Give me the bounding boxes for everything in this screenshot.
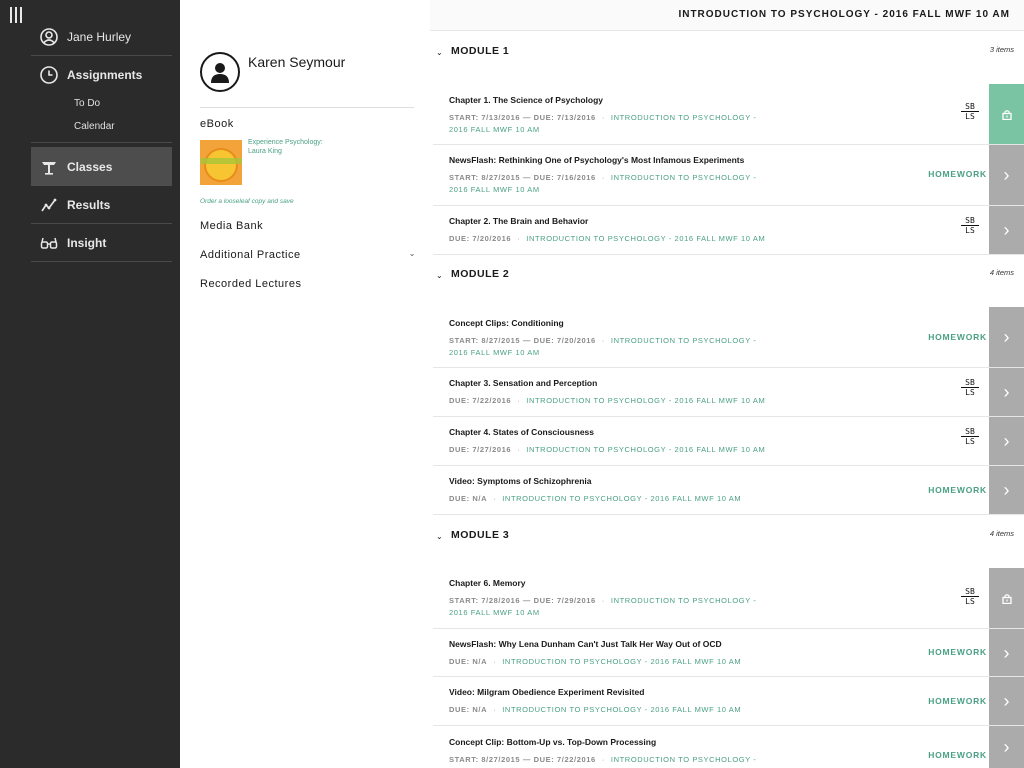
sidebar-subitem-calendar[interactable]: Calendar bbox=[74, 121, 115, 132]
assignment-row[interactable] bbox=[433, 307, 1024, 368]
chevron-right-icon: › bbox=[1003, 382, 1010, 402]
assignment-row[interactable] bbox=[433, 145, 1024, 206]
module-item-count: 4 items bbox=[989, 529, 1014, 538]
open-assignment-button[interactable] bbox=[989, 726, 1024, 768]
module-header[interactable] bbox=[436, 45, 1016, 65]
smartbook-icon: SB LS bbox=[960, 216, 980, 235]
assignment-title: NewsFlash: Rethinking One of Psychology's Most Infamous Experiments bbox=[449, 155, 745, 165]
assignment-course: INTRODUCTION TO PSYCHOLOGY - 2016 FALL MWF 10 AM bbox=[502, 705, 742, 714]
homework-badge: HOMEWORK bbox=[928, 485, 987, 495]
chevron-right-icon: › bbox=[1003, 691, 1010, 711]
assignment-meta: START: 8/27/2015 — DUE: 7/20/2016 · INTRODUCTION TO PSYCHOLOGY - 2016 FALL MWF 10 AM bbox=[449, 336, 757, 357]
main-sidebar bbox=[0, 0, 180, 768]
module-item-count: 3 items bbox=[989, 45, 1014, 54]
open-assignment-button[interactable] bbox=[989, 368, 1024, 416]
assignment-title: Concept Clip: Bottom-Up vs. Top-Down Processing bbox=[449, 737, 657, 747]
ebook-title: Experience Psychology: bbox=[248, 139, 323, 146]
smartbook-icon: SB LS bbox=[960, 587, 980, 606]
chevron-down-icon: ⌄ bbox=[436, 271, 443, 280]
assignment-title: Chapter 3. Sensation and Perception bbox=[449, 378, 598, 388]
assignment-course: INTRODUCTION TO PSYCHOLOGY - 2016 FALL MWF 10 AM bbox=[526, 234, 766, 243]
assignment-meta: DUE: N/A · INTRODUCTION TO PSYCHOLOGY - 2016 FALL MWF 10 AM bbox=[449, 705, 742, 714]
sidebar-item-label: Insight bbox=[67, 235, 107, 250]
trend-icon bbox=[39, 195, 59, 215]
lectern-icon bbox=[39, 157, 59, 177]
open-assignment-button[interactable] bbox=[989, 145, 1024, 205]
assignment-row[interactable] bbox=[433, 368, 1024, 417]
assignment-course-cont: 2016 FALL MWF 10 AM bbox=[449, 125, 540, 134]
module-title: MODULE 2 bbox=[451, 268, 510, 280]
lock-tile-button[interactable] bbox=[989, 84, 1024, 144]
user-icon bbox=[39, 27, 59, 47]
media-bank-link[interactable]: Media Bank bbox=[200, 220, 264, 232]
assignment-dates: START: 8/27/2015 — DUE: 7/16/2016 bbox=[449, 173, 596, 182]
sidebar-item-label: Assignments bbox=[67, 68, 143, 82]
menu-icon[interactable] bbox=[10, 7, 24, 23]
module-item-count: 4 items bbox=[989, 268, 1014, 277]
sidebar-item-assignments[interactable] bbox=[31, 56, 172, 94]
assignment-dates: DUE: 7/20/2016 bbox=[449, 234, 512, 243]
assignment-course: INTRODUCTION TO PSYCHOLOGY - bbox=[610, 113, 757, 122]
additional-practice-toggle[interactable] bbox=[200, 249, 416, 261]
assignment-row[interactable] bbox=[433, 206, 1024, 255]
assignment-course-cont: 2016 FALL MWF 10 AM bbox=[449, 608, 540, 617]
course-title: INTRODUCTION TO PSYCHOLOGY - 2016 FALL MWF 10 AM bbox=[678, 9, 1010, 20]
lock-icon bbox=[1002, 593, 1012, 604]
assignment-meta: DUE: 7/27/2016 · INTRODUCTION TO PSYCHOLOGY - 2016 FALL MWF 10 AM bbox=[449, 445, 766, 454]
assignment-row[interactable] bbox=[433, 84, 1024, 145]
order-looseleaf-link[interactable]: Order a looseleaf copy and save bbox=[200, 198, 294, 205]
assignment-course: INTRODUCTION TO PSYCHOLOGY - bbox=[610, 173, 757, 182]
homework-badge: HOMEWORK bbox=[928, 169, 987, 179]
assignment-course: INTRODUCTION TO PSYCHOLOGY - 2016 FALL MWF 10 AM bbox=[502, 494, 742, 503]
assignment-dates: DUE: 7/22/2016 bbox=[449, 396, 512, 405]
assignment-course-cont: 2016 FALL MWF 10 AM bbox=[449, 185, 540, 194]
lock-tile-button[interactable] bbox=[989, 568, 1024, 628]
assignment-title: Chapter 6. Memory bbox=[449, 578, 526, 588]
ebook-title-link[interactable] bbox=[248, 138, 368, 156]
instructor-name: Karen Seymour bbox=[248, 54, 346, 70]
ebook-cover-image[interactable] bbox=[200, 140, 242, 193]
assignment-row[interactable] bbox=[433, 568, 1024, 629]
open-assignment-button[interactable] bbox=[989, 629, 1024, 676]
assignment-title: Chapter 1. The Science of Psychology bbox=[449, 95, 603, 105]
recorded-lectures-link[interactable]: Recorded Lectures bbox=[200, 278, 302, 290]
assignment-row[interactable] bbox=[433, 677, 1024, 726]
assignment-dates: START: 8/27/2015 — DUE: 7/20/2016 bbox=[449, 336, 596, 345]
open-assignment-button[interactable] bbox=[989, 307, 1024, 367]
ebook-author: Laura King bbox=[248, 148, 282, 155]
assignment-course: INTRODUCTION TO PSYCHOLOGY - 2016 FALL MWF 10 AM bbox=[502, 657, 742, 666]
lock-icon bbox=[1002, 109, 1012, 120]
module-title: MODULE 3 bbox=[451, 529, 510, 541]
chevron-down-icon: ⌄ bbox=[436, 48, 443, 57]
homework-badge: HOMEWORK bbox=[928, 750, 987, 760]
course-header bbox=[430, 0, 1024, 31]
assignment-row[interactable] bbox=[433, 726, 1024, 768]
sidebar-divider bbox=[31, 142, 172, 143]
assignment-dates: START: 7/28/2016 — DUE: 7/29/2016 bbox=[449, 596, 596, 605]
sidebar-item-label: Classes bbox=[67, 159, 113, 174]
assignment-course-cont: 2016 FALL MWF 10 AM bbox=[449, 348, 540, 357]
assignment-meta: DUE: 7/22/2016 · INTRODUCTION TO PSYCHOLOGY - 2016 FALL MWF 10 AM bbox=[449, 396, 766, 405]
open-assignment-button[interactable] bbox=[989, 206, 1024, 254]
assignment-title: Concept Clips: Conditioning bbox=[449, 318, 564, 328]
sidebar-user-name: Jane Hurley bbox=[67, 29, 132, 44]
panel-divider bbox=[200, 107, 414, 108]
sidebar-item-label: Results bbox=[67, 197, 111, 212]
assignment-meta: DUE: N/A · INTRODUCTION TO PSYCHOLOGY - 2016 FALL MWF 10 AM bbox=[449, 494, 742, 503]
chevron-down-icon: ⌄ bbox=[436, 532, 443, 541]
assignment-dates: START: 8/27/2015 — DUE: 7/22/2016 bbox=[449, 755, 596, 764]
assignment-title: Chapter 4. States of Consciousness bbox=[449, 427, 595, 437]
homework-badge: HOMEWORK bbox=[928, 647, 987, 657]
chevron-right-icon: › bbox=[1003, 480, 1010, 500]
ebook-heading: eBook bbox=[200, 118, 234, 130]
assignment-dates: DUE: N/A bbox=[449, 494, 488, 503]
assignment-dates: DUE: N/A bbox=[449, 657, 488, 666]
chevron-right-icon: › bbox=[1003, 431, 1010, 451]
sidebar-subitem-todo[interactable]: To Do bbox=[74, 98, 101, 109]
sidebar-item-results[interactable] bbox=[31, 186, 172, 224]
assignment-title: Video: Symptoms of Schizophrenia bbox=[449, 476, 592, 486]
assignment-course: INTRODUCTION TO PSYCHOLOGY - bbox=[610, 596, 757, 605]
module-header[interactable] bbox=[436, 268, 1016, 288]
assignment-meta: START: 8/27/2015 — DUE: 7/22/2016 · INTRODUCTION TO PSYCHOLOGY - bbox=[449, 755, 757, 764]
assignment-row[interactable] bbox=[433, 417, 1024, 466]
assignment-course: INTRODUCTION TO PSYCHOLOGY - bbox=[610, 336, 757, 345]
glasses-icon bbox=[39, 233, 59, 253]
sidebar-item-user[interactable] bbox=[31, 18, 172, 56]
assignment-row[interactable] bbox=[433, 629, 1024, 677]
sidebar-item-classes[interactable] bbox=[31, 147, 172, 186]
chevron-right-icon: › bbox=[1003, 327, 1010, 347]
assignment-title: Chapter 2. The Brain and Behavior bbox=[449, 216, 589, 226]
clock-icon bbox=[39, 65, 59, 85]
chevron-right-icon: › bbox=[1003, 220, 1010, 240]
assignment-course: INTRODUCTION TO PSYCHOLOGY - bbox=[610, 755, 757, 764]
open-assignment-button[interactable] bbox=[989, 466, 1024, 514]
chevron-right-icon: › bbox=[1003, 642, 1010, 663]
smartbook-icon: SB LS bbox=[960, 427, 980, 446]
assignment-row[interactable] bbox=[433, 466, 1024, 515]
assignment-course: INTRODUCTION TO PSYCHOLOGY - 2016 FALL MWF 10 AM bbox=[526, 396, 766, 405]
assignment-dates: START: 7/13/2016 — DUE: 7/13/2016 bbox=[449, 113, 596, 122]
smartbook-icon: SB LS bbox=[960, 378, 980, 397]
smartbook-icon: SB LS bbox=[960, 102, 980, 121]
assignment-meta: DUE: 7/20/2016 · INTRODUCTION TO PSYCHOLOGY - 2016 FALL MWF 10 AM bbox=[449, 234, 766, 243]
sidebar-item-insight[interactable] bbox=[31, 224, 172, 262]
assignment-meta: DUE: N/A · INTRODUCTION TO PSYCHOLOGY - 2016 FALL MWF 10 AM bbox=[449, 657, 742, 666]
homework-badge: HOMEWORK bbox=[928, 332, 987, 342]
assignment-dates: DUE: 7/27/2016 bbox=[449, 445, 512, 454]
assignment-title: NewsFlash: Why Lena Dunham Can't Just Talk Her Way Out of OCD bbox=[449, 639, 722, 649]
assignment-meta: START: 8/27/2015 — DUE: 7/16/2016 · INTRODUCTION TO PSYCHOLOGY - 2016 FALL MWF 10 AM bbox=[449, 173, 757, 194]
chevron-right-icon: › bbox=[1003, 737, 1010, 757]
homework-badge: HOMEWORK bbox=[928, 696, 987, 706]
instructor-avatar bbox=[200, 52, 240, 92]
module-header[interactable] bbox=[436, 529, 1016, 549]
module-title: MODULE 1 bbox=[451, 45, 510, 57]
assignment-meta: START: 7/13/2016 — DUE: 7/13/2016 · INTRODUCTION TO PSYCHOLOGY - 2016 FALL MWF 10 AM bbox=[449, 113, 757, 134]
open-assignment-button[interactable] bbox=[989, 417, 1024, 465]
assignment-title: Video: Milgram Obedience Experiment Revisited bbox=[449, 687, 645, 697]
open-assignment-button[interactable] bbox=[989, 677, 1024, 725]
assignment-course: INTRODUCTION TO PSYCHOLOGY - 2016 FALL MWF 10 AM bbox=[526, 445, 766, 454]
chevron-down-icon: ⌄ bbox=[408, 249, 416, 258]
additional-practice-label: Additional Practice bbox=[200, 249, 301, 261]
assignment-meta: START: 7/28/2016 — DUE: 7/29/2016 · INTRODUCTION TO PSYCHOLOGY - 2016 FALL MWF 10 AM bbox=[449, 596, 757, 617]
assignment-dates: DUE: N/A bbox=[449, 705, 488, 714]
class-resources-panel bbox=[180, 0, 430, 768]
chevron-right-icon: › bbox=[1003, 165, 1010, 185]
